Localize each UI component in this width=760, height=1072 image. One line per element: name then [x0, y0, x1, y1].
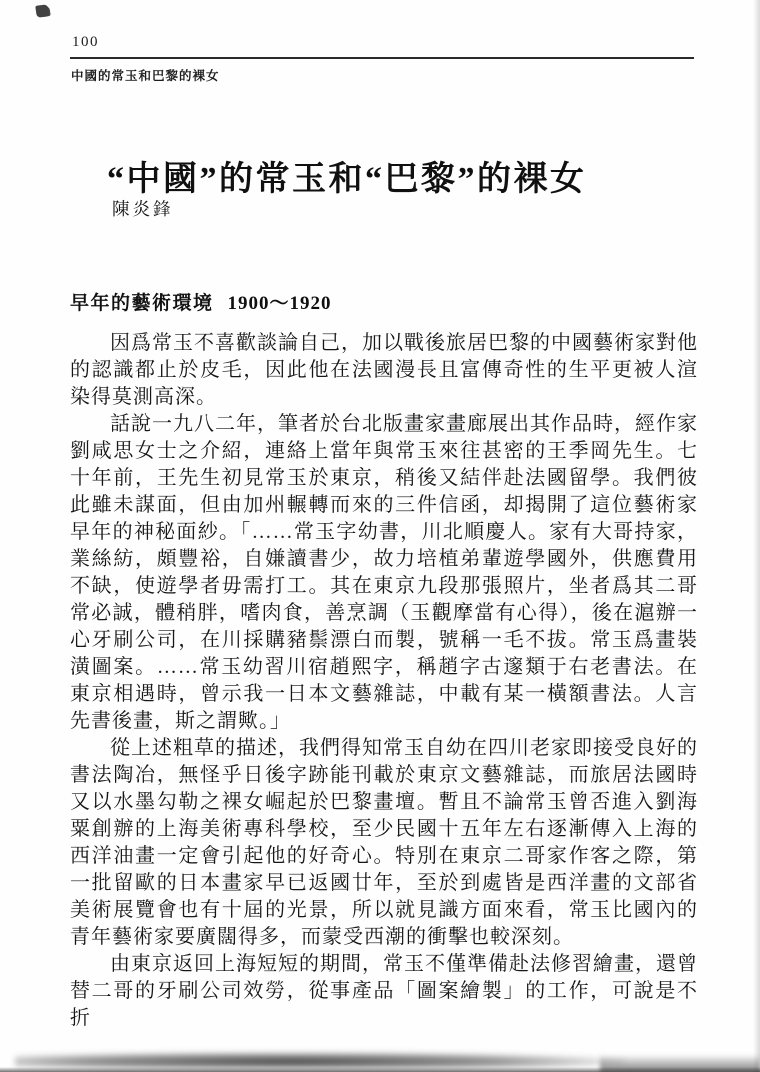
- section-heading: [70, 288, 698, 315]
- body-paragraph: 由東京返回上海短短的期間，常玉不僅準備赴法修習繪畫，還曾替二哥的牙刷公司效勞，從事產品「圖案繪製」的工作，可說是不折: [70, 953, 698, 1029]
- section-heading-period: 1900～1920: [227, 293, 332, 314]
- article-title: “中國”的常玉和“巴黎”的裸女: [107, 160, 587, 198]
- body-paragraph: 話說一九八二年，筆者於台北版畫家畫廊展出其作品時，經作家劉咸思女士之介紹，連絡上當年與常玉來往甚密的王季岡先生。七十年前，王先生初見常玉於東京，稍後又結伴赴法國留學。我們彼此雖未謀面，但由加州輾轉而來的三件信函，却揭開了這位藝術家早年的神秘面紗。「……常玉字幼書，川北順慶人。家有大哥持家，業絲紡，頗豐裕，自嫌讀書少，故力培植弟輩遊學國外，供應費用不缺，使遊學者毋需打工。其在東京九段那張照片，坐者爲其二哥常必誠，體稍胖，嗜肉食，善烹調（玉觀摩當有心得），後在滬辦一心牙刷公司，在川採購豬鬃漂白而製，號稱一毛不拔。常玉爲畫裝潢圖案。……常玉幼習川宿趙熙字，稱趙字古邃類于右老書法。在東京相遇時，曾示我一日本文藝雜誌，中載有某一橫額書法。人言先書後畫，斯之謂歟。」: [70, 413, 698, 732]
- article-body: [70, 288, 698, 1032]
- body-paragraph: 因爲常玉不喜歡談論自己，加以戰後旅居巴黎的中國藝術家對他的認識都止於皮毛，因此他在法國漫長且富傳奇性的生平更被人渲染得莫測高深。: [70, 332, 698, 408]
- scan-artifact-bottom-edge: [0, 1067, 760, 1072]
- running-header: 中國的常玉和巴黎的裸女: [71, 69, 220, 83]
- scan-artifact-right-edge: [753, 0, 760, 1072]
- article-author: 陳炎鋒: [112, 199, 174, 219]
- scan-artifact-mark: [35, 4, 50, 18]
- page-number: 100: [72, 34, 99, 50]
- scan-artifact-bottom-smudge: [15, 1052, 625, 1068]
- header-rule: [70, 57, 694, 59]
- body-paragraph: 從上述粗草的描述，我們得知常玉自幼在四川老家即接受良好的書法陶冶，無怪乎日後字跡能刊載於東京文藝雜誌，而旅居法國時又以水墨勾勒之裸女崛起於巴黎畫壇。暫且不論常玉曾否進入劉海粟創辦的上海美術專科學校，至少民國十五年左右逐漸傳入上海的西洋油畫一定會引起他的好奇心。特別在東京二哥家作客之際，第一批留歐的日本畫家早已返國廿年，至於到處皆是西洋畫的文部省美術展覽會也有十屆的光景，所以就見識方面來看，常玉比國內的青年藝術家要廣闊得多，而蒙受西潮的衝擊也較深刻。: [70, 737, 698, 948]
- section-heading-text: 早年的藝術環境: [70, 293, 214, 314]
